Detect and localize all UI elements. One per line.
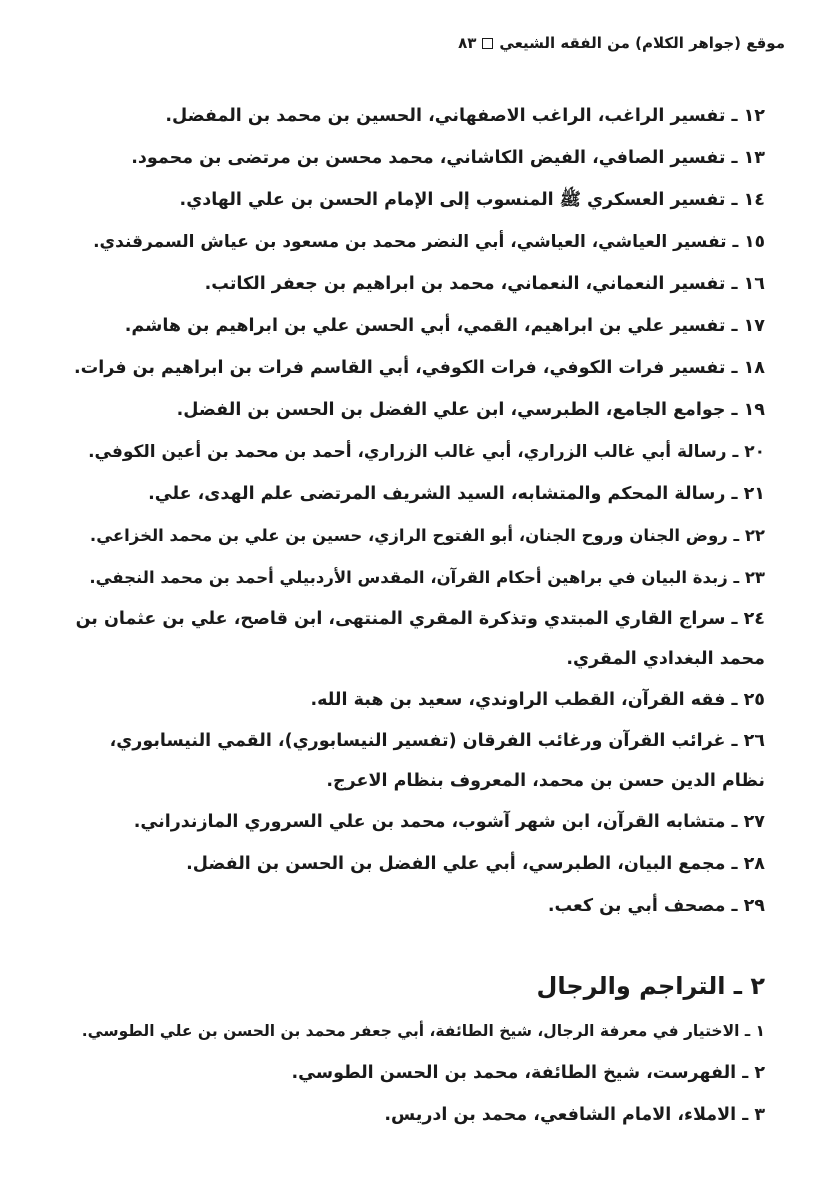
entry-number: ١٣ xyxy=(743,148,765,168)
bibliography-list-tafsir xyxy=(75,95,765,927)
entry-number: ٣ xyxy=(754,1105,765,1125)
entry-text: سراج القاري المبتدي وتذكرة المقري المنتهى، ابن قاصح، علي بن عثمان بن محمد البغدادي المقري. xyxy=(75,609,765,669)
entry-separator: ـ xyxy=(725,316,744,336)
entry-number: ٢٣ xyxy=(744,568,765,587)
entry-number: ٢٠ xyxy=(744,442,765,462)
entry-separator: ـ xyxy=(725,854,744,874)
entry-separator: ـ xyxy=(736,1063,755,1083)
running-header xyxy=(458,32,785,54)
entry-text: تفسير العياشي، العياشي، أبي النضر محمد بن مسعود بن عياش السمرقندي. xyxy=(93,232,727,252)
entry-text: الفهرست، شيخ الطائفة، محمد بن الحسن الطوسي. xyxy=(291,1063,737,1083)
entry-text: زبدة البيان في براهين أحكام القرآن، المقدس الأردبيلي أحمد بن محمد النجفي. xyxy=(89,568,728,587)
bibliography-entry xyxy=(75,1094,765,1136)
bibliography-entry xyxy=(75,1052,765,1094)
bibliography-list-rijal xyxy=(75,1010,765,1136)
entry-separator: ـ xyxy=(739,1022,756,1040)
entry-separator: ـ xyxy=(726,232,745,252)
bibliography-entry xyxy=(75,557,765,599)
entry-number: ٢٤ xyxy=(743,609,765,629)
bibliography-entry xyxy=(75,263,765,305)
bibliography-entry xyxy=(75,389,765,431)
entry-text: رسالة المحكم والمتشابه، السيد الشريف المرتضى علم الهدى، علي. xyxy=(148,484,726,504)
entry-text: جوامع الجامع، الطبرسي، ابن علي الفضل بن الحسن بن الفضل. xyxy=(176,400,726,420)
running-header-title: موقع (جواهر الكلام) من الفقه الشيعي xyxy=(499,34,785,52)
bibliography-entry xyxy=(75,431,765,473)
bibliography-entry xyxy=(75,679,765,721)
entry-text: الاختيار في معرفة الرجال، شيخ الطائفة، أبي جعفر محمد بن الحسن بن علي الطوسي. xyxy=(81,1022,740,1040)
entry-separator: ـ xyxy=(725,690,744,710)
entry-text: تفسير العسكري ﷺ المنسوب إلى الإمام الحسن بن علي الهادي. xyxy=(179,190,726,210)
bibliography-entry xyxy=(75,1010,765,1052)
entry-separator: ـ xyxy=(736,1105,755,1125)
entry-separator: ـ xyxy=(725,812,744,832)
entry-number: ١٢ xyxy=(743,106,765,126)
entry-text: مجمع البيان، الطبرسي، أبي علي الفضل بن الحسن بن الفضل. xyxy=(186,854,726,874)
bibliography-entry xyxy=(75,599,765,679)
entry-text: مصحف أبي بن كعب. xyxy=(547,896,726,916)
entry-separator: ـ xyxy=(727,526,745,545)
entry-separator: ـ xyxy=(727,568,745,587)
bibliography-entry xyxy=(75,137,765,179)
entry-text: رسالة أبي غالب الزراري، أبي غالب الزراري، أحمد بن محمد بن أعين الكوفي. xyxy=(88,442,727,462)
entry-text: تفسير فرات الكوفي، فرات الكوفي، أبي القاسم فرات بن ابراهيم بن فرات. xyxy=(73,358,726,378)
entry-text: تفسير علي بن ابراهيم، القمي، أبي الحسن علي بن ابراهيم بن هاشم. xyxy=(124,316,726,336)
entry-text: تفسير الراغب، الراغب الاصفهاني، الحسين بن محمد بن المفضل. xyxy=(165,106,726,126)
entry-number: ٢٦ xyxy=(743,731,765,751)
bibliography-entry xyxy=(75,221,765,263)
entry-number: ٢٩ xyxy=(743,896,765,916)
entry-number: ٢١ xyxy=(743,484,765,504)
entry-text: روض الجنان وروح الجنان، أبو الفتوح الرازي، حسين بن علي بن محمد الخزاعي. xyxy=(89,526,728,545)
page-number: ٨٣ xyxy=(458,34,477,52)
entry-separator: ـ xyxy=(725,609,744,629)
entry-number: ٢٧ xyxy=(743,812,765,832)
entry-separator: ـ xyxy=(725,148,744,168)
entry-number: ١٨ xyxy=(743,358,765,378)
entry-separator: ـ xyxy=(725,358,744,378)
entry-separator: ـ xyxy=(725,400,744,420)
bibliography-entry xyxy=(75,347,765,389)
bibliography-entry xyxy=(75,305,765,347)
entry-number: ٢٢ xyxy=(744,526,765,545)
entry-number: ٢٥ xyxy=(743,690,765,710)
entry-separator: ـ xyxy=(726,442,745,462)
entry-number: ١ xyxy=(755,1022,765,1040)
entry-text: تفسير النعماني، النعماني، محمد بن ابراهيم بن جعفر الكاتب. xyxy=(204,274,726,294)
entry-number: ٢ xyxy=(754,1063,765,1083)
bibliography-entry xyxy=(75,473,765,515)
entry-number: ١٧ xyxy=(743,316,765,336)
entry-text: متشابه القرآن، ابن شهر آشوب، محمد بن علي السروري المازندراني. xyxy=(133,812,726,832)
entry-number: ١٥ xyxy=(744,232,765,252)
bibliography-entry xyxy=(75,885,765,927)
entry-text: غرائب القرآن ورغائب الفرقان (تفسير النيسابوري)، القمي النيسابوري، نظام الدين حسن بن محمد، المعروف بنظام الاعرج. xyxy=(109,731,765,791)
bibliography-entry xyxy=(75,721,765,801)
entry-separator: ـ xyxy=(725,190,744,210)
bibliography-entry xyxy=(75,515,765,557)
bibliography-entry xyxy=(75,843,765,885)
bibliography-entry xyxy=(75,801,765,843)
entry-number: ١٤ xyxy=(743,190,765,210)
bibliography-entry xyxy=(75,179,765,221)
section-heading: ٢ ـ التراجم والرجال xyxy=(536,972,765,1000)
entry-separator: ـ xyxy=(725,484,744,504)
entry-text: تفسير الصافي، الفيض الكاشاني، محمد محسن بن مرتضى بن محمود. xyxy=(131,148,726,168)
entry-separator: ـ xyxy=(725,106,744,126)
entry-separator: ـ xyxy=(725,896,744,916)
entry-number: ٢٨ xyxy=(743,854,765,874)
bibliography-entry xyxy=(75,95,765,137)
entry-separator: ـ xyxy=(725,731,744,751)
entry-number: ١٦ xyxy=(743,274,765,294)
entry-text: فقه القرآن، القطب الراوندي، سعيد بن هبة الله. xyxy=(310,690,726,710)
entry-text: الاملاء، الامام الشافعي، محمد بن ادريس. xyxy=(384,1105,737,1125)
entry-separator: ـ xyxy=(725,274,744,294)
entry-number: ١٩ xyxy=(743,400,765,420)
square-ornament-icon xyxy=(482,38,493,49)
